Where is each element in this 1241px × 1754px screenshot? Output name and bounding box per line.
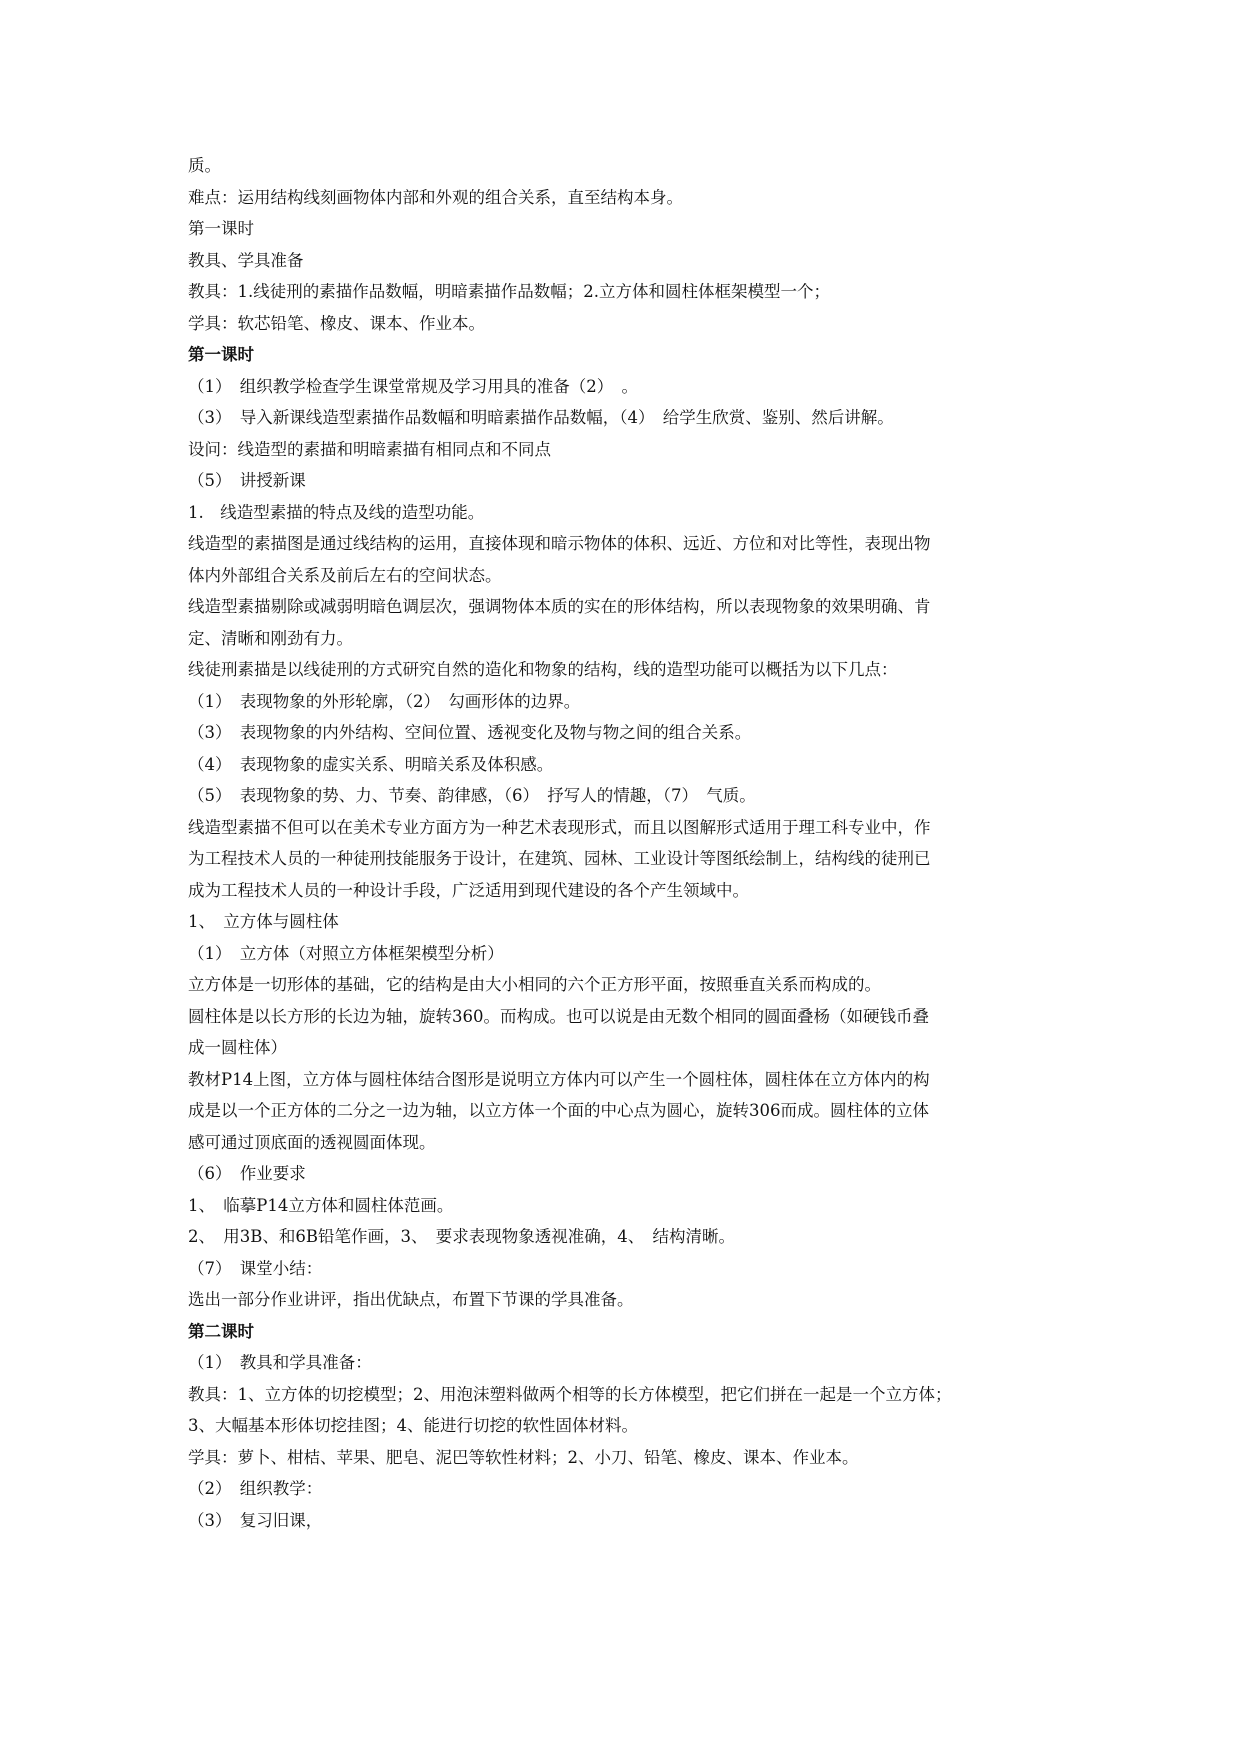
text-line: 体内外部组合关系及前后左右的空间状态。 [188, 565, 502, 585]
text-line: 教具：1.线徒刑的素描作品数幅，明暗素描作品数幅；2.立方体和圆柱体框架模型一个； [188, 282, 830, 301]
text-line: 线造型的素描图是通过线结构的运用，直接体现和暗示物体的体积、远近、方位和对比等性，表现出物 [188, 534, 931, 553]
text-line: 教具、学具准备 [188, 250, 304, 270]
text-line: 1、 临摹P14立方体和圆柱体范画。 [188, 1195, 454, 1215]
text-line: （1） 组织教学检查学生课堂常规及学习用具的准备（2） 。 [188, 376, 638, 396]
text-line: 1、 立方体与圆柱体 [188, 912, 339, 931]
text-line: 线造型素描不但可以在美术专业方面方为一种艺术表现形式，而且以图解形式适用于理工科专业中，作 [188, 817, 931, 837]
section-heading: 第一课时 [188, 345, 254, 364]
text-line: （1） 教具和学具准备： [188, 1353, 372, 1372]
text-line: 设问：线造型的素描和明暗素描有相同点和不同点 [188, 439, 551, 459]
text-line: 线造型素描剔除或减弱明暗色调层次，强调物体本质的实在的形体结构，所以表现物象的效果明确、肯 [188, 597, 931, 616]
text-line: 圆柱体是以长方形的长边为轴，旋转360。而构成。也可以说是由无数个相同的圆面叠杨（如硬钱币叠 [188, 1006, 929, 1026]
text-line: 2、 用3B、和6B铅笔作画，3、 要求表现物象透视准确，4、 结构清晰。 [188, 1227, 735, 1246]
text-line: 成是以一个正方体的二分之一边为轴，以立方体一个面的中心点为圆心，旋转306而成。圆柱体的立体 [188, 1101, 929, 1120]
text-line: 定、清晰和刚劲有力。 [188, 628, 353, 648]
text-line: 学具：萝卜、柑桔、苹果、肥皂、泥巴等软性材料；2、小刀、铅笔、橡皮、课本、作业本。 [188, 1447, 859, 1467]
text-line: 选出一部分作业讲评，指出优缺点，布置下节课的学具准备。 [188, 1290, 634, 1309]
text-line: （5） 讲授新课 [188, 471, 306, 490]
text-line: 教具：1、立方体的切挖模型；2、用泡沫塑料做两个相等的长方体模型，把它们拼在一起是一个立方体； [188, 1384, 952, 1404]
text-line: （1） 表现物象的外形轮廓，（2） 勾画形体的边界。 [188, 691, 581, 711]
text-line: 感可通过顶底面的透视圆面体现。 [188, 1132, 436, 1152]
text-line: 第一课时 [188, 219, 254, 238]
text-line: （4） 表现物象的虚实关系、明暗关系及体积感。 [188, 754, 554, 774]
text-line: （5） 表现物象的势、力、节奏、韵律感，（6） 抒写人的情趣，（7） 气质。 [188, 786, 756, 805]
text-line: 教材P14上图，立方体与圆柱体结合图形是说明立方体内可以产生一个圆柱体，圆柱体在立方体内的构 [188, 1069, 930, 1089]
text-line: 学具：软芯铅笔、橡皮、课本、作业本。 [188, 313, 485, 333]
text-line: （1） 立方体（对照立方体框架模型分析） [188, 943, 504, 963]
text-line: （7） 课堂小结： [188, 1258, 323, 1278]
text-line: 线徒刑素描是以线徒刑的方式研究自然的造化和物象的结构，线的造型功能可以概括为以下几点： [188, 660, 898, 679]
text-line: （6） 作业要求 [188, 1164, 306, 1183]
text-line: 成为工程技术人员的一种设计手段，广泛适用到现代建设的各个产生领域中。 [188, 880, 749, 900]
text-line: 3、大幅基本形体切挖挂图；4、能进行切挖的软性固体材料。 [188, 1416, 638, 1435]
text-line: 1. 线造型素描的特点及线的造型功能。 [188, 502, 485, 522]
text-line: （2） 组织教学： [188, 1479, 323, 1498]
section-heading: 第二课时 [188, 1321, 254, 1341]
text-line: （3） 复习旧课， [188, 1510, 323, 1530]
document-page [188, 150, 1058, 1536]
text-line: 为工程技术人员的一种徒刑技能服务于设计，在建筑、园林、工业设计等图纸绘制上，结构线的徒刑已 [188, 849, 931, 868]
text-line: 立方体是一切形体的基础，它的结构是由大小相同的六个正方形平面，按照垂直关系而构成的。 [188, 975, 881, 994]
text-line: 质。 [188, 156, 221, 175]
text-line: 难点：运用结构线刻画物体内部和外观的组合关系，直至结构本身。 [188, 187, 683, 207]
text-line: 成一圆柱体） [188, 1038, 287, 1057]
text-line: （3） 导入新课线造型素描作品数幅和明暗素描作品数幅，（4） 给学生欣赏、鉴别、然后讲解。 [188, 408, 894, 427]
text-line: （3） 表现物象的内外结构、空间位置、透视变化及物与物之间的组合关系。 [188, 723, 752, 742]
